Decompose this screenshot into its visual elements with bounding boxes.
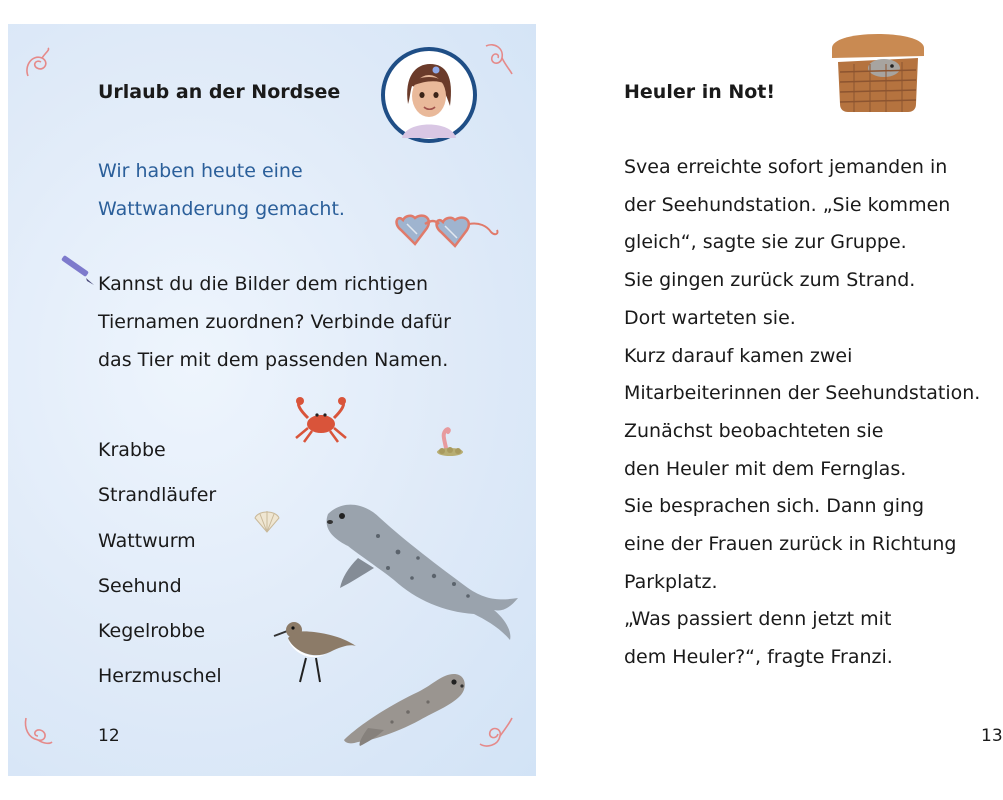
story-line: „Was passiert denn jetzt mit	[624, 608, 892, 631]
harbor-seal-icon[interactable]	[338, 656, 470, 748]
worm-icon[interactable]	[432, 426, 466, 458]
story-line: Sie besprachen sich. Dann ging	[624, 495, 925, 518]
intro-line: Wir haben heute eine	[98, 160, 303, 182]
heart-sunglasses-icon	[395, 210, 501, 254]
story-line: eine der Frauen zurück in Richtung	[624, 533, 957, 556]
story-text	[624, 149, 980, 677]
animal-name[interactable]: Herzmuschel	[98, 665, 222, 688]
instruction-line: das Tier mit dem passenden Namen.	[98, 349, 449, 371]
story-line: Parkplatz.	[624, 570, 718, 593]
animal-name[interactable]: Seehund	[98, 574, 182, 597]
swirl-ornament-bottom-right-icon	[476, 714, 516, 750]
animal-name[interactable]: Krabbe	[98, 439, 166, 461]
story-line: den Heuler mit dem Fernglas.	[624, 457, 907, 480]
animal-name-list	[98, 437, 222, 709]
story-line: Mitarbeiterinnen der Seehundstation.	[624, 382, 981, 405]
swirl-ornament-bottom-left-icon	[22, 714, 54, 750]
story-line: Sie gingen zurück zum Strand.	[624, 269, 916, 292]
animal-name[interactable]: Wattwurm	[98, 529, 196, 552]
shell-icon[interactable]	[252, 506, 282, 536]
left-page	[8, 24, 536, 776]
story-line: Svea erreichte sofort jemanden in	[624, 156, 948, 178]
story-line: gleich“, sagte sie zur Gruppe.	[624, 231, 907, 254]
swirl-ornament-top-right-icon	[482, 40, 514, 76]
right-page-title: Heuler in Not!	[624, 81, 776, 103]
story-line: Dort warteten sie.	[624, 306, 796, 329]
right-page	[540, 0, 1003, 800]
story-line: Zunächst beobachteten sie	[624, 419, 884, 442]
crab-icon[interactable]	[290, 396, 352, 444]
animal-name[interactable]: Kegelrobbe	[98, 620, 206, 643]
page-number-left: 12	[98, 726, 120, 746]
story-line: der Seehundstation. „Sie kommen	[624, 193, 951, 216]
animal-name[interactable]: Strandläufer	[98, 484, 217, 507]
girl-portrait-icon	[380, 46, 478, 144]
intro-line: Wattwanderung gemacht.	[98, 198, 345, 220]
instruction-line: Kannst du die Bilder dem richtigen	[98, 273, 429, 295]
swirl-ornament-top-left-icon	[22, 46, 52, 80]
story-line: dem Heuler?“, fragte Franzi.	[624, 646, 893, 669]
story-line: Kurz darauf kamen zwei	[624, 344, 853, 367]
pen-icon	[56, 254, 96, 288]
page-number-right: 13	[981, 726, 1003, 746]
left-page-title: Urlaub an der Nordsee	[98, 81, 341, 103]
instruction-line: Tiernamen zuordnen? Verbinde dafür	[98, 311, 451, 333]
instruction-text	[98, 265, 451, 379]
intro-text	[98, 152, 398, 228]
basket-seal-icon	[828, 32, 928, 114]
